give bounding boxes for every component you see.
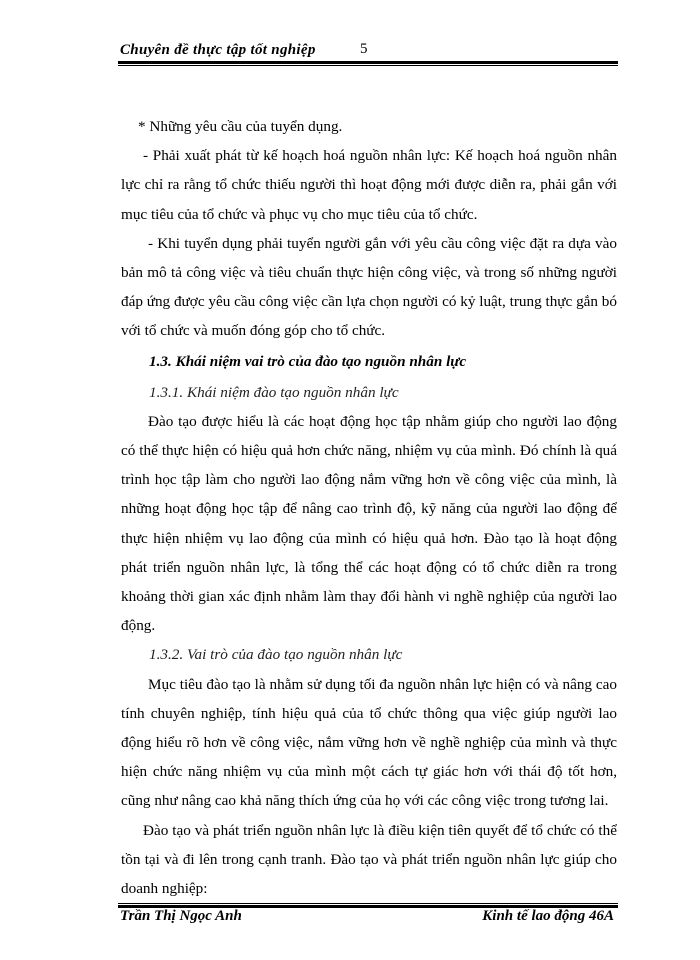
subsection-heading: 1.3.1. Khái niệm đào tạo nguồn nhân lực <box>149 383 399 401</box>
footer-class: Kinh tế lao động 46A <box>482 908 614 924</box>
paragraph: - Khi tuyển dụng phải tuyển người gắn với yêu cầu công việc đặt ra dựa vào bản mô tả công việc và tiêu chuẩn thực hiện công việc, và trong số những người đáp ứng được yêu cầu công việc cần lựa chọn người có kỷ luật, trung thực gắn bó với tổ chức và muốn đóng góp cho tổ chức. <box>121 234 617 340</box>
page-number: 5 <box>360 41 368 57</box>
section-heading: 1.3. Khái niệm vai trò của đào tạo nguồn nhân lực <box>149 352 467 370</box>
paragraph: Mục tiêu đào tạo là nhằm sử dụng tối đa nguồn nhân lực hiện có và nâng cao tính chuyên nghiệp, tính hiệu quả của tổ chức thông qua việc giúp người lao động hiểu rõ hơn về công việc, nắm vững hơn về nghề nghiệp của mình và thực hiện chức năng nhiệm vụ của mình một cách tự giác hơn với thái độ tốt hơn, cũng như nâng cao khả năng thích ứng của họ với các công việc trong tương lai. <box>121 675 617 810</box>
header-divider <box>118 61 618 66</box>
footer-author: Trần Thị Ngọc Anh <box>120 908 242 924</box>
paragraph: - Phải xuất phát từ kế hoạch hoá nguồn nhân lực: Kế hoạch hoá nguồn nhân lực chỉ ra rằng tổ chức thiếu người thì hoạt động mới được diễn ra, phải gắn với mục tiêu của tổ chức và phục vụ cho mục tiêu của tổ chức. <box>121 147 617 223</box>
document-body <box>121 112 617 903</box>
header-title: Chuyên đề thực tập tốt nghiệp <box>120 42 316 58</box>
subsection-heading: 1.3.2. Vai trò của đào tạo nguồn nhân lực <box>149 646 403 664</box>
paragraph-requirements-heading: * Những yêu cầu của tuyển dụng. <box>138 118 343 135</box>
paragraph: Đào tạo được hiểu là các hoạt động học tập nhằm giúp cho người lao động có thể thực hiện có hiệu quả hơn chức năng, nhiệm vụ của mình. Đó chính là quá trình học tập làm cho người lao động nắm vững hơn về công việc của mình, là những hoạt động học tập để nâng cao trình độ, kỹ năng của người lao động để thực hiện nhiệm vụ lao động của mình có hiệu quả hơn. Đào tạo là hoạt động phát triển nguồn nhân lực, là tổng thể các hoạt động có tổ chức diễn ra trong khoảng thời gian xác định nhằm làm thay đổi hành vi nghề nghiệp của người lao động. <box>121 412 617 635</box>
paragraph: Đào tạo và phát triển nguồn nhân lực là điều kiện tiên quyết để tổ chức có thể tồn tại và đi lên trong cạnh tranh. Đào tạo và phát triển nguồn nhân lực giúp cho doanh nghiệp: <box>121 821 617 898</box>
